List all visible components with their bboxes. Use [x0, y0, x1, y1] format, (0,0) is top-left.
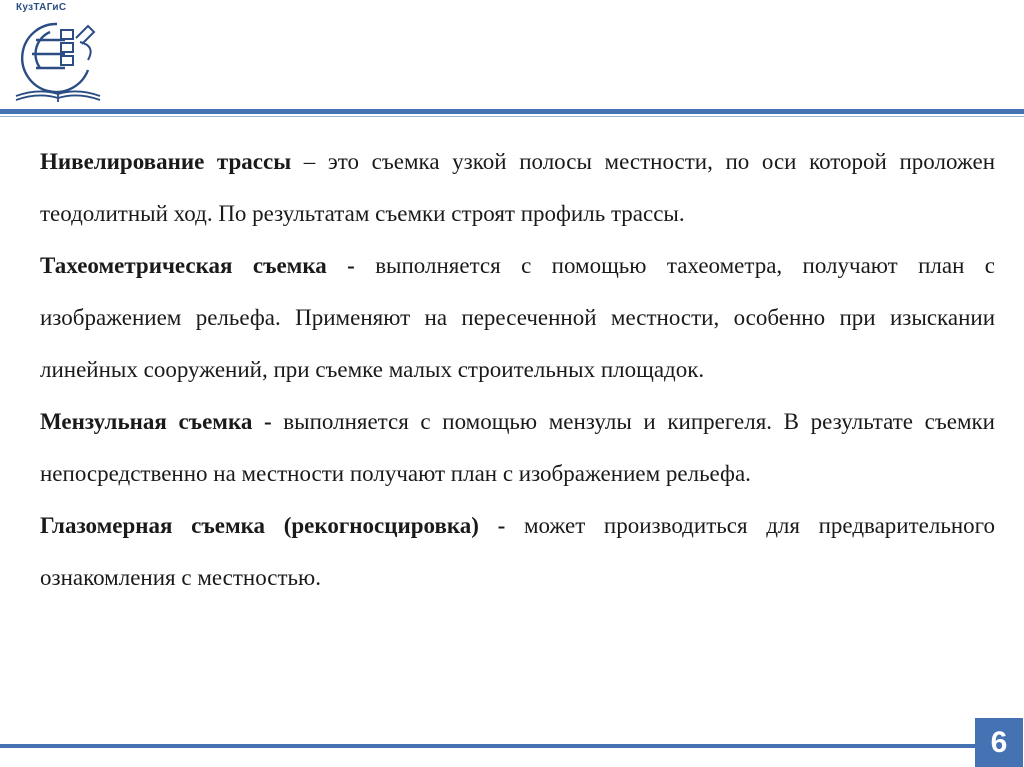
definition-leveling: – это съемка узкой полосы местности, по оси которой проложен теодолитный ход. По результатам съемки строят профиль трассы. [40, 149, 995, 226]
paragraph-tacheometric [40, 240, 995, 396]
term-reconnaissance: Глазомерная съемка (рекогносцировка) - [40, 513, 524, 538]
paragraph-reconnaissance [40, 500, 995, 604]
slide-body [40, 136, 995, 604]
term-leveling: Нивелирование трассы [40, 149, 292, 174]
paragraph-leveling [40, 136, 995, 240]
footer-divider [0, 744, 975, 748]
paragraph-plane-table [40, 396, 995, 500]
definition-reconnaissance: может производиться для предварительного ознакомления с местностью. [40, 513, 996, 590]
definition-plane-table: выполняется с помощью мензулы и кипрегеля. В результате съемки непосредственно на местности получают план с изображением рельефа. [40, 409, 995, 486]
header-divider-thin [0, 116, 1024, 117]
term-plane-table: Мензульная съемка - [40, 409, 284, 434]
logo-text: КузТАГиС [16, 2, 67, 13]
page-number: 6 [975, 718, 1023, 767]
header-divider [0, 109, 1024, 114]
definition-tacheometric: выполняется с помощью тахеометра, получают план с изображением рельефа. Применяют на пересеченной местности, особенно при изыскании линейных сооружений, при съемке малых строительных площадок. [40, 253, 995, 382]
kuztagis-logo-icon [10, 2, 110, 106]
term-tacheometric: Тахеометрическая съемка - [40, 253, 376, 278]
